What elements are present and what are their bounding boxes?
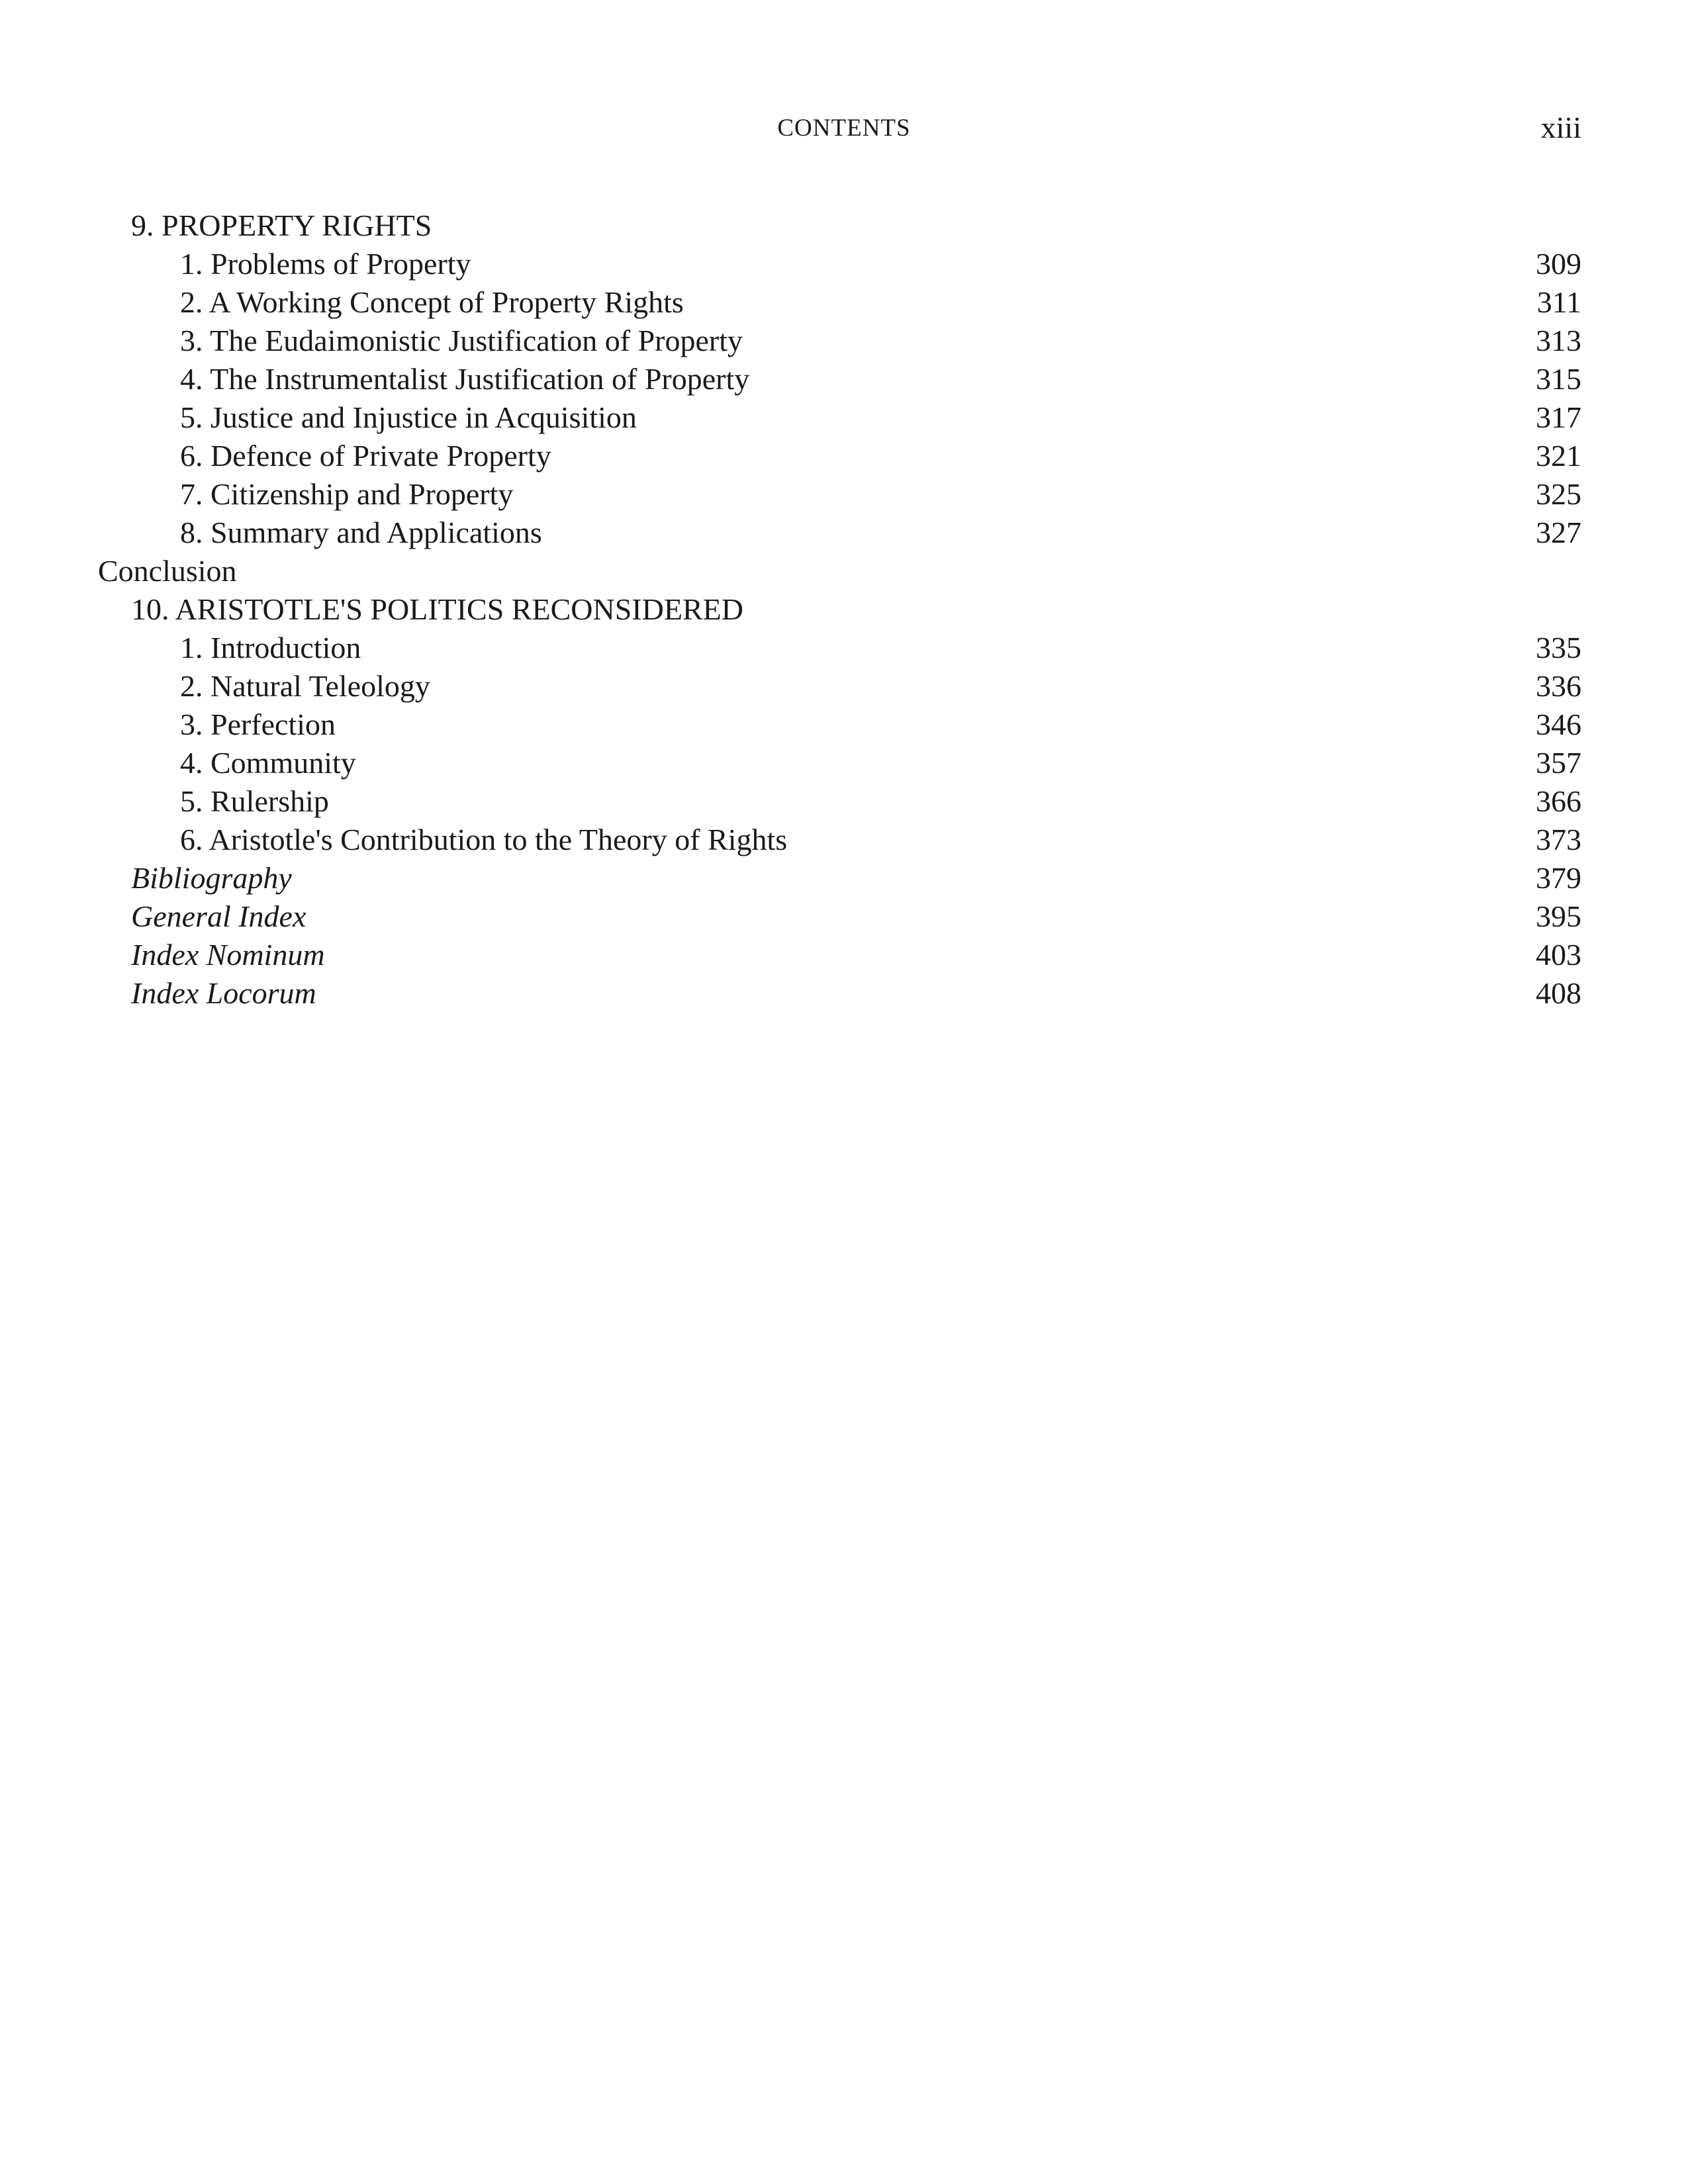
- part-heading: [0, 552, 1688, 590]
- toc-entry: [0, 744, 1688, 782]
- back-matter-title: General Index: [131, 899, 306, 933]
- toc-entry-title: 6. Aristotle's Contribution to the Theory of Rights: [180, 823, 788, 856]
- back-matter-title: Bibliography: [131, 861, 292, 895]
- toc-entry: [0, 245, 1688, 283]
- toc-entry: [0, 782, 1688, 821]
- chapter-heading: [0, 206, 1688, 245]
- toc-entry-page: 317: [1536, 400, 1581, 434]
- toc-entry-page: 311: [1536, 285, 1581, 319]
- toc-entry-page: 335: [1536, 631, 1581, 664]
- running-title: CONTENTS: [777, 114, 911, 142]
- toc-entry-title: 4. Community: [180, 746, 356, 780]
- chapter-heading: [0, 590, 1688, 629]
- toc-entry: [0, 283, 1688, 322]
- toc-entry-page: 315: [1536, 362, 1581, 396]
- toc-entry: [0, 821, 1688, 859]
- back-matter-entry: [0, 936, 1688, 974]
- toc-entry-page: 346: [1536, 707, 1581, 741]
- toc-entry-page: 309: [1536, 247, 1581, 281]
- toc-entry: [0, 360, 1688, 398]
- toc-entry-title: 1. Problems of Property: [180, 247, 471, 281]
- toc-entry-title: 3. Perfection: [180, 707, 336, 741]
- back-matter-page: 395: [1536, 899, 1581, 933]
- toc-entry-title: 5. Rulership: [180, 784, 329, 818]
- toc-entry-title: 2. Natural Teleology: [180, 669, 430, 703]
- back-matter-page: 403: [1536, 938, 1581, 972]
- toc-entry-title: 1. Introduction: [180, 631, 361, 664]
- toc-entry-title: 6. Defence of Private Property: [180, 439, 551, 473]
- running-head: [0, 111, 1688, 154]
- toc-entry-title: 3. The Eudaimonistic Justification of Property: [180, 324, 743, 357]
- part-title: Conclusion: [98, 554, 237, 588]
- back-matter-entry: [0, 974, 1688, 1013]
- toc-entry-page: 357: [1536, 746, 1581, 780]
- toc-entry: [0, 629, 1688, 667]
- toc-entry-title: 2. A Working Concept of Property Rights: [180, 285, 684, 319]
- toc-entry: [0, 514, 1688, 552]
- toc-entry-page: 327: [1536, 516, 1581, 549]
- toc-entry: [0, 437, 1688, 475]
- toc-entry: [0, 667, 1688, 705]
- toc-entry: [0, 398, 1688, 437]
- back-matter-entry: [0, 897, 1688, 936]
- table-of-contents: [0, 206, 1688, 1013]
- toc-entry-title: 8. Summary and Applications: [180, 516, 542, 549]
- toc-entry-title: 5. Justice and Injustice in Acquisition: [180, 400, 637, 434]
- back-matter-page: 408: [1536, 976, 1581, 1010]
- back-matter-title: Index Locorum: [131, 976, 316, 1010]
- back-matter-title: Index Nominum: [131, 938, 325, 972]
- toc-entry: [0, 705, 1688, 744]
- chapter-title: 10. ARISTOTLE'S POLITICS RECONSIDERED: [131, 592, 743, 626]
- toc-entry-page: 321: [1536, 439, 1581, 473]
- toc-entry-page: 313: [1536, 324, 1581, 357]
- toc-entry: [0, 322, 1688, 360]
- toc-entry-title: 4. The Instrumentalist Justification of Property: [180, 362, 750, 396]
- toc-entry-title: 7. Citizenship and Property: [180, 477, 514, 511]
- toc-entry-page: 325: [1536, 477, 1581, 511]
- toc-entry-page: 373: [1536, 823, 1581, 856]
- page-number: xiii: [1540, 111, 1581, 144]
- toc-entry: [0, 475, 1688, 514]
- toc-entry-page: 336: [1536, 669, 1581, 703]
- back-matter-entry: [0, 859, 1688, 897]
- back-matter-page: 379: [1536, 861, 1581, 895]
- toc-entry-page: 366: [1536, 784, 1581, 818]
- chapter-title: 9. PROPERTY RIGHTS: [131, 208, 432, 242]
